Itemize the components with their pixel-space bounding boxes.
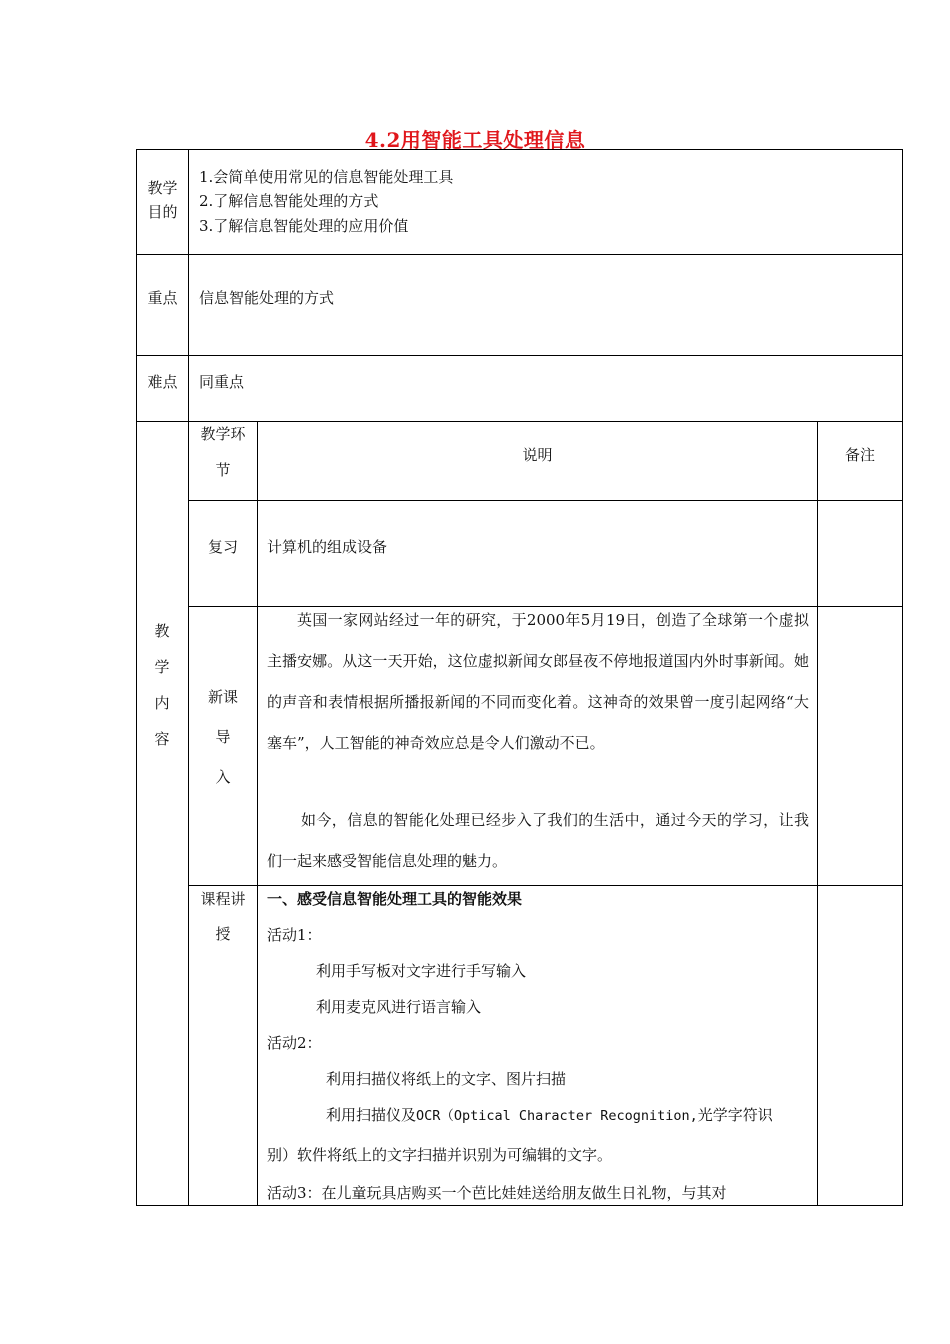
intro-label-line2: 导 (215, 728, 231, 746)
content-label (144, 613, 180, 757)
ocr-text-mono: OCR（Optical Character Recognition, (416, 1108, 698, 1124)
content-label-char: 教 (154, 622, 170, 640)
ocr-text-post: 光学字符识 (697, 1106, 773, 1124)
review-text: 计算机的组成设备 (267, 538, 388, 556)
lecture-heading: 一、感受信息智能处理工具的智能效果 (267, 890, 523, 908)
activity-3: 活动3：在儿童玩具店购买一个芭比娃娃送给朋友做生日礼物，与其对 (267, 1184, 727, 1202)
intro-label-line1: 新课 (207, 688, 238, 706)
description-header: 说明 (522, 446, 553, 464)
stage-header-line1: 教学环 (200, 425, 246, 443)
stage-header (188, 427, 258, 478)
objective-item: 1.会简单使用常见的信息智能处理工具 (199, 168, 454, 186)
lecture-label (188, 892, 258, 942)
activity-1-item: 利用麦克风进行语言输入 (316, 998, 482, 1016)
key-point-label: 重点 (147, 289, 178, 307)
objectives-label-line1: 教学 (147, 179, 178, 197)
content-label-char: 学 (154, 658, 170, 676)
objectives-label (136, 181, 189, 220)
activity-1: 活动1： (267, 926, 322, 944)
activity-2-item: 利用扫描仪将纸上的文字、图片扫描 (326, 1070, 567, 1088)
objective-item: 2.了解信息智能处理的方式 (199, 192, 379, 210)
difficulty-label: 难点 (147, 373, 178, 391)
activity-2-item-ocr-cont: 别）软件将纸上的文字扫描并识别为可编辑的文字。 (267, 1146, 613, 1164)
lecture-label-line1: 课程讲 (200, 890, 246, 908)
activity-2-item-ocr (326, 1108, 773, 1124)
intro-paragraph-2: 如今，信息的智能化处理已经步入了我们的生活中，通过今天的学习，让我们一起来感受智能信息处理的魅力。 (267, 811, 809, 870)
key-point-text: 信息智能处理的方式 (199, 289, 335, 307)
review-label: 复习 (207, 538, 238, 556)
stage-header-line2: 节 (215, 461, 231, 479)
content-label-char: 内 (154, 694, 170, 712)
intro-paragraph-1: 英国一家网站经过一年的研究，于2000年5月19日，创造了全球第一个虚拟主播安娜。从这一天开始，这位虚拟新闻女郎昼夜不停地报道国内外时事新闻。她的声音和表情根据所播报新闻的不同而变化着。这神奇的效果曾一度引起网络“大塞车”，人工智能的神奇效应总是令人们激动不已。 (267, 611, 809, 752)
activity-1-item: 利用手写板对文字进行手写输入 (316, 962, 527, 980)
lecture-label-line2: 授 (215, 925, 231, 943)
objective-item: 3.了解信息智能处理的应用价值 (199, 217, 409, 235)
intro-label-line3: 入 (215, 768, 231, 786)
notes-header: 备注 (844, 446, 875, 464)
ocr-text-pre: 利用扫描仪及 (326, 1106, 417, 1124)
difficulty-text: 同重点 (199, 373, 245, 391)
activity-2: 活动2： (267, 1034, 322, 1052)
page-title: 4.2用智能工具处理信息 (364, 128, 586, 152)
row-difficulty (136, 355, 903, 422)
content-label-char: 容 (154, 730, 170, 748)
intro-label (188, 690, 258, 785)
objectives-label-line2: 目的 (147, 203, 178, 221)
